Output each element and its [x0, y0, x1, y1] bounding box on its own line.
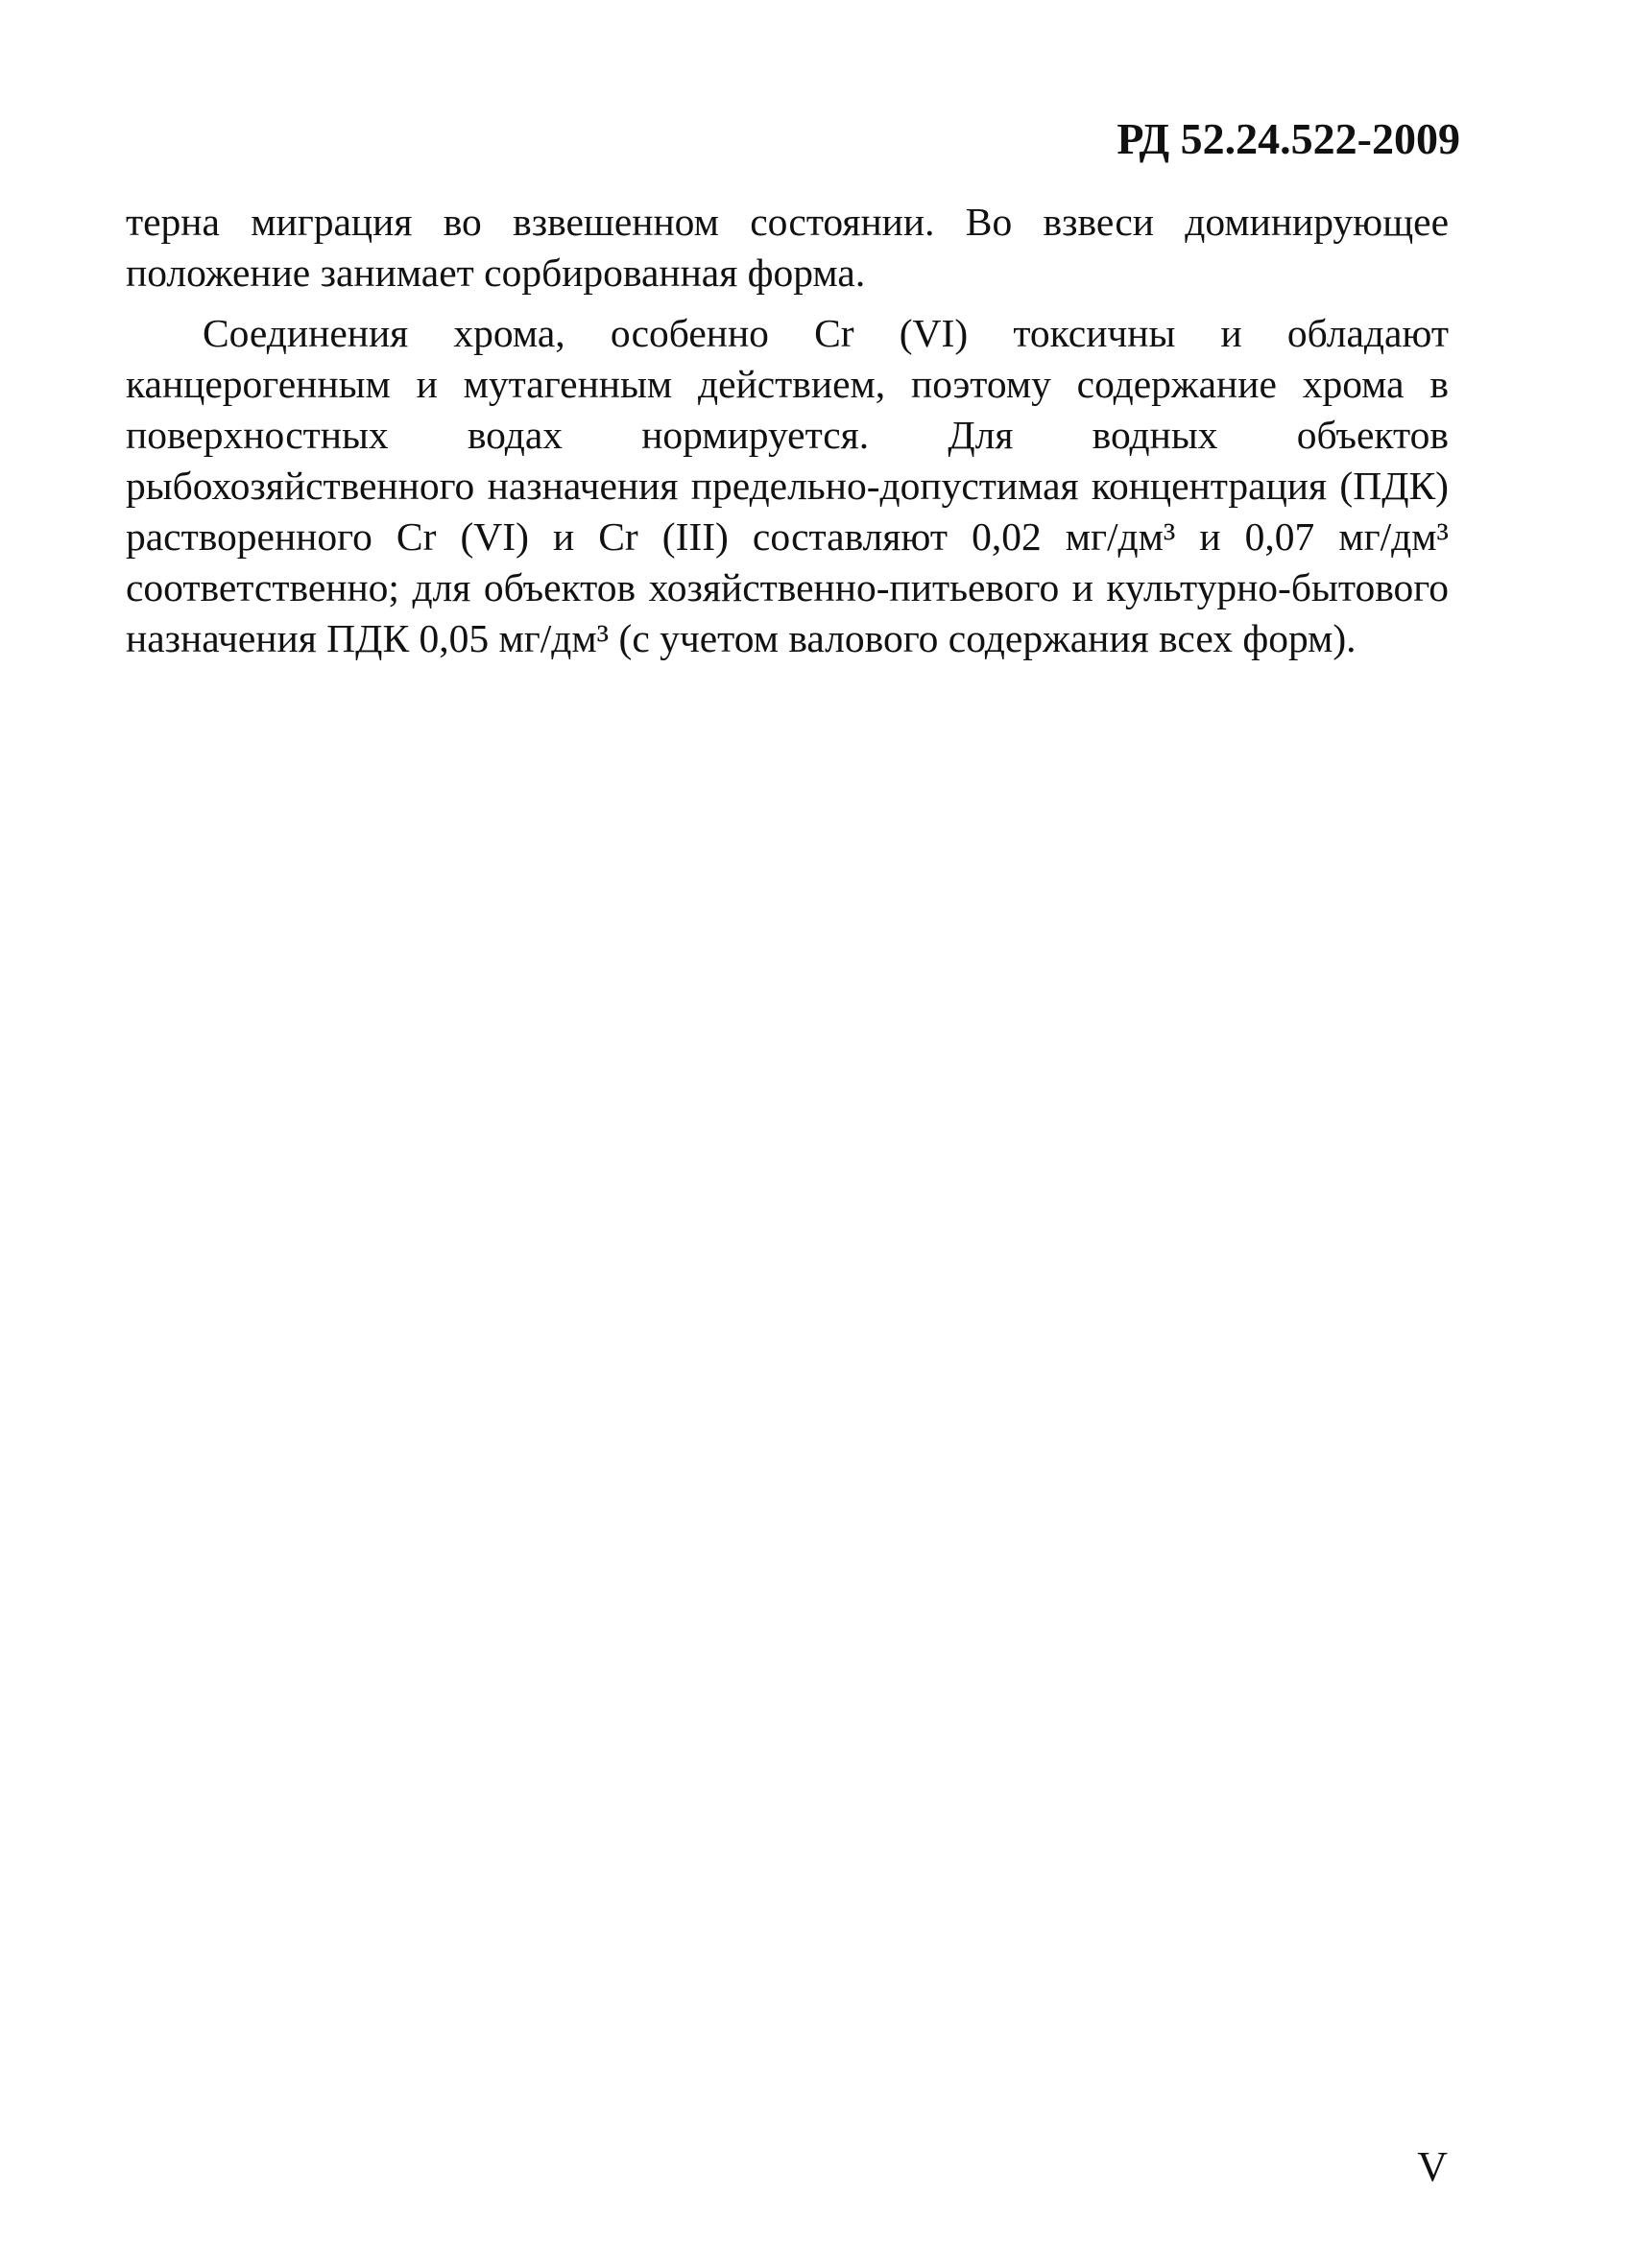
- document-code: РД 52.24.522-2009: [1117, 114, 1460, 163]
- paragraph-chromium-toxicity: Соединения хрома, особенно Cr (VI) токсичны и обладают канцерогенным и мутагенным действием, поэтому содержание хрома в поверхностных водах нормируется. Для водных объектов рыбохозяйственного назначения предельно-допустимая концентрация (ПДК) растворенного Cr (VI) и Cr (III) составляют 0,02 мг/дм³ и 0,07 мг/дм³ соответственно; для объектов хозяйственно-питьевого и культурно-бытового назначения ПДК 0,05 мг/дм³ (с учетом валового содержания всех форм).: [126, 311, 1449, 660]
- body-text: [126, 197, 1449, 664]
- paragraph-continuation: терна миграция во взвешенном состоянии. Во взвеси доминирующее положение занимает сорбированная форма.: [126, 200, 1449, 295]
- page-number: V: [1417, 2143, 1448, 2190]
